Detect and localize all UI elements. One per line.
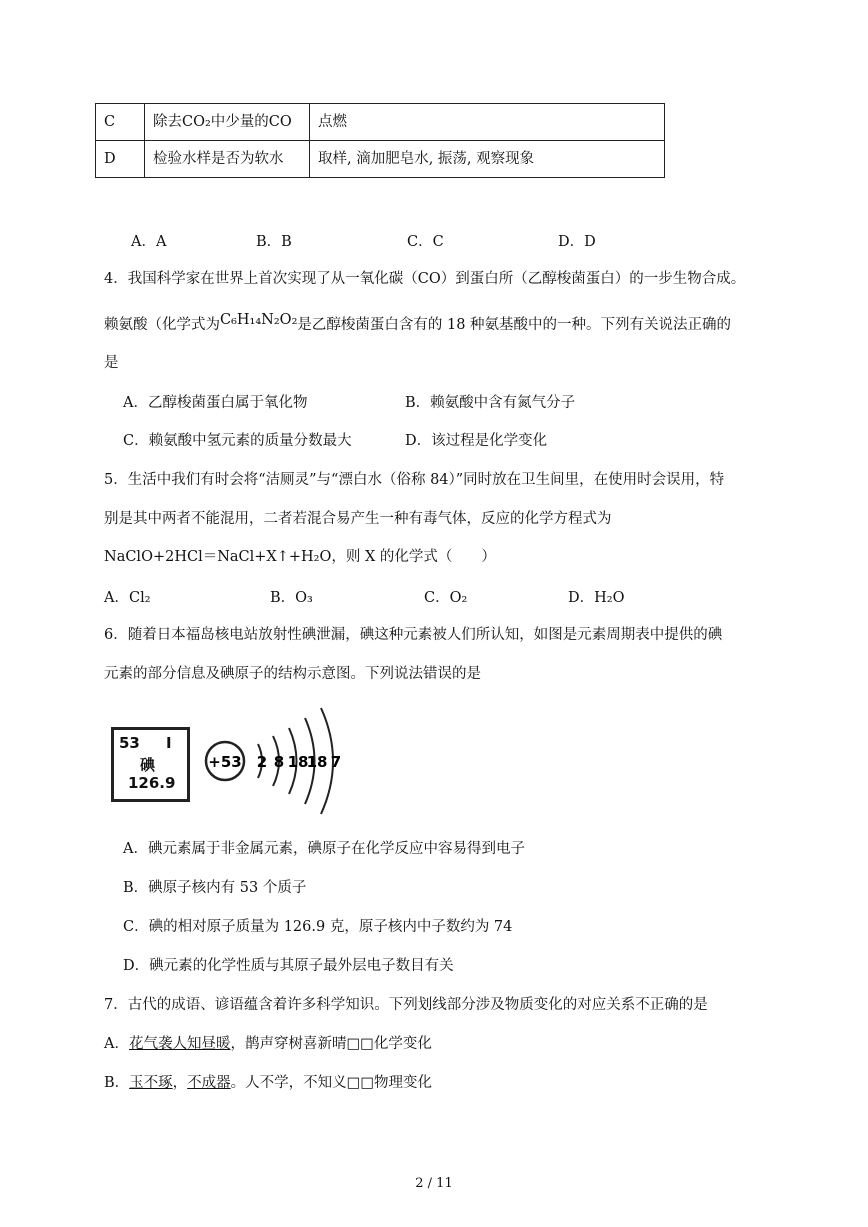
q4-stem-line3: 是	[104, 355, 119, 371]
page-number: 2 / 11	[415, 1176, 453, 1191]
q7-option-b-underlined-1: 玉不琢	[129, 1075, 173, 1091]
element-name: 碘	[140, 756, 156, 774]
q4-option-d[interactable]: D．该过程是化学变化	[405, 433, 548, 449]
q3-option-d[interactable]: D．D	[558, 234, 596, 250]
element-symbol: I	[166, 734, 172, 752]
shell-count-2: 8	[273, 753, 285, 771]
table-cell-purpose: 除去CO₂中少量的CO	[145, 104, 310, 141]
atomic-number: 53	[119, 734, 140, 752]
q7-option-b-underlined-2: 不成器	[187, 1075, 231, 1091]
q6-option-a[interactable]: A．碘元素属于非金属元素，碘原子在化学反应中容易得到电子	[123, 841, 525, 857]
q7-option-b[interactable]	[104, 1072, 432, 1094]
atomic-mass: 126.9	[128, 774, 176, 792]
q4-stem-line2	[104, 314, 731, 336]
q4-option-c[interactable]: C．赖氨酸中氢元素的质量分数最大	[123, 433, 352, 449]
table-cell-purpose: 检验水样是否为软水	[145, 141, 310, 178]
table-cell-method: 点燃	[310, 104, 665, 141]
q4-stem-post: 是乙醇梭菌蛋白含有的 18 种氨基酸中的一种。下列有关说法正确的	[297, 317, 732, 333]
options-table	[95, 103, 665, 178]
q4-stem-line1: 4．我国科学家在世界上首次实现了从一氧化碳（CO）到蛋白所（乙醇梭菌蛋白）的一步生物合成。	[104, 271, 746, 287]
q4-option-b[interactable]: B．赖氨酸中含有氮气分子	[405, 395, 576, 411]
q7-option-b-label: B．	[104, 1075, 130, 1091]
nucleus-charge: +53	[208, 753, 242, 771]
q5-option-d[interactable]: D．H₂O	[568, 590, 625, 606]
q7-option-a[interactable]	[104, 1033, 432, 1055]
q4-option-a[interactable]: A．乙醇梭菌蛋白属于氧化物	[123, 395, 308, 411]
q5-stem-line3: NaClO+2HCl＝NaCl+X↑+H₂O，则 X 的化学式（ ）	[104, 549, 496, 565]
table-cell-label: D	[96, 141, 145, 178]
q4-formula: C₆H₁₄N₂O₂	[220, 312, 298, 328]
q7-option-b-sep: ，	[172, 1075, 188, 1091]
q6-option-d[interactable]: D．碘元素的化学性质与其原子最外层电子数目有关	[123, 958, 454, 974]
q4-stem-pre: 赖氨酸（化学式为	[104, 317, 220, 333]
shell-count-5: 7	[330, 753, 342, 771]
q3-option-a[interactable]: A．A	[131, 234, 167, 250]
element-card	[111, 727, 190, 802]
q3-option-b[interactable]: B．B	[256, 234, 292, 250]
q7-option-a-underlined: 花气袭人知昼暖	[128, 1036, 231, 1052]
q7-option-a-rest: ，鹊声穿树喜新晴□□化学变化	[230, 1036, 432, 1052]
q5-option-b[interactable]: B．O₃	[270, 590, 313, 606]
q5-stem-line1: 5．生活中我们有时会将“洁厕灵”与“漂白水（俗称 84）”同时放在卫生间里，在使用时会误用，特	[104, 472, 725, 488]
q5-stem-line2: 别是其中两者不能混用，二者若混合易产生一种有毒气体，反应的化学方程式为	[104, 511, 612, 527]
q5-option-a[interactable]: A．Cl₂	[104, 590, 151, 606]
q6-option-c[interactable]: C．碘的相对原子质量为 126.9 克，原子核内中子数约为 74	[123, 919, 513, 935]
q6-stem-line1: 6．随着日本福岛核电站放射性碘泄漏，碘这种元素被人们所认知，如图是元素周期表中提供的碘	[104, 627, 723, 643]
q5-option-c[interactable]: C．O₂	[424, 590, 468, 606]
table-row	[96, 104, 665, 141]
shell-count-3: 18	[287, 753, 309, 771]
table-row	[96, 141, 665, 178]
shell-count-4: 18	[306, 753, 328, 771]
q7-stem: 7．古代的成语、谚语蕴含着许多科学知识。下列划线部分涉及物质变化的对应关系不正确的是	[104, 997, 708, 1013]
q7-option-b-rest: 。人不学，不知义□□物理变化	[230, 1075, 433, 1091]
atom-structure-diagram	[200, 700, 360, 820]
q6-option-b[interactable]: B．碘原子核内有 53 个质子	[123, 880, 307, 896]
q3-option-c[interactable]: C．C	[407, 234, 444, 250]
q7-option-a-label: A．	[104, 1036, 129, 1052]
table-cell-method: 取样, 滴加肥皂水, 振荡, 观察现象	[310, 141, 665, 178]
table-cell-label: C	[96, 104, 145, 141]
q6-stem-line2: 元素的部分信息及碘原子的结构示意图。下列说法错误的是	[104, 666, 481, 682]
shell-count-1: 2	[256, 753, 268, 771]
